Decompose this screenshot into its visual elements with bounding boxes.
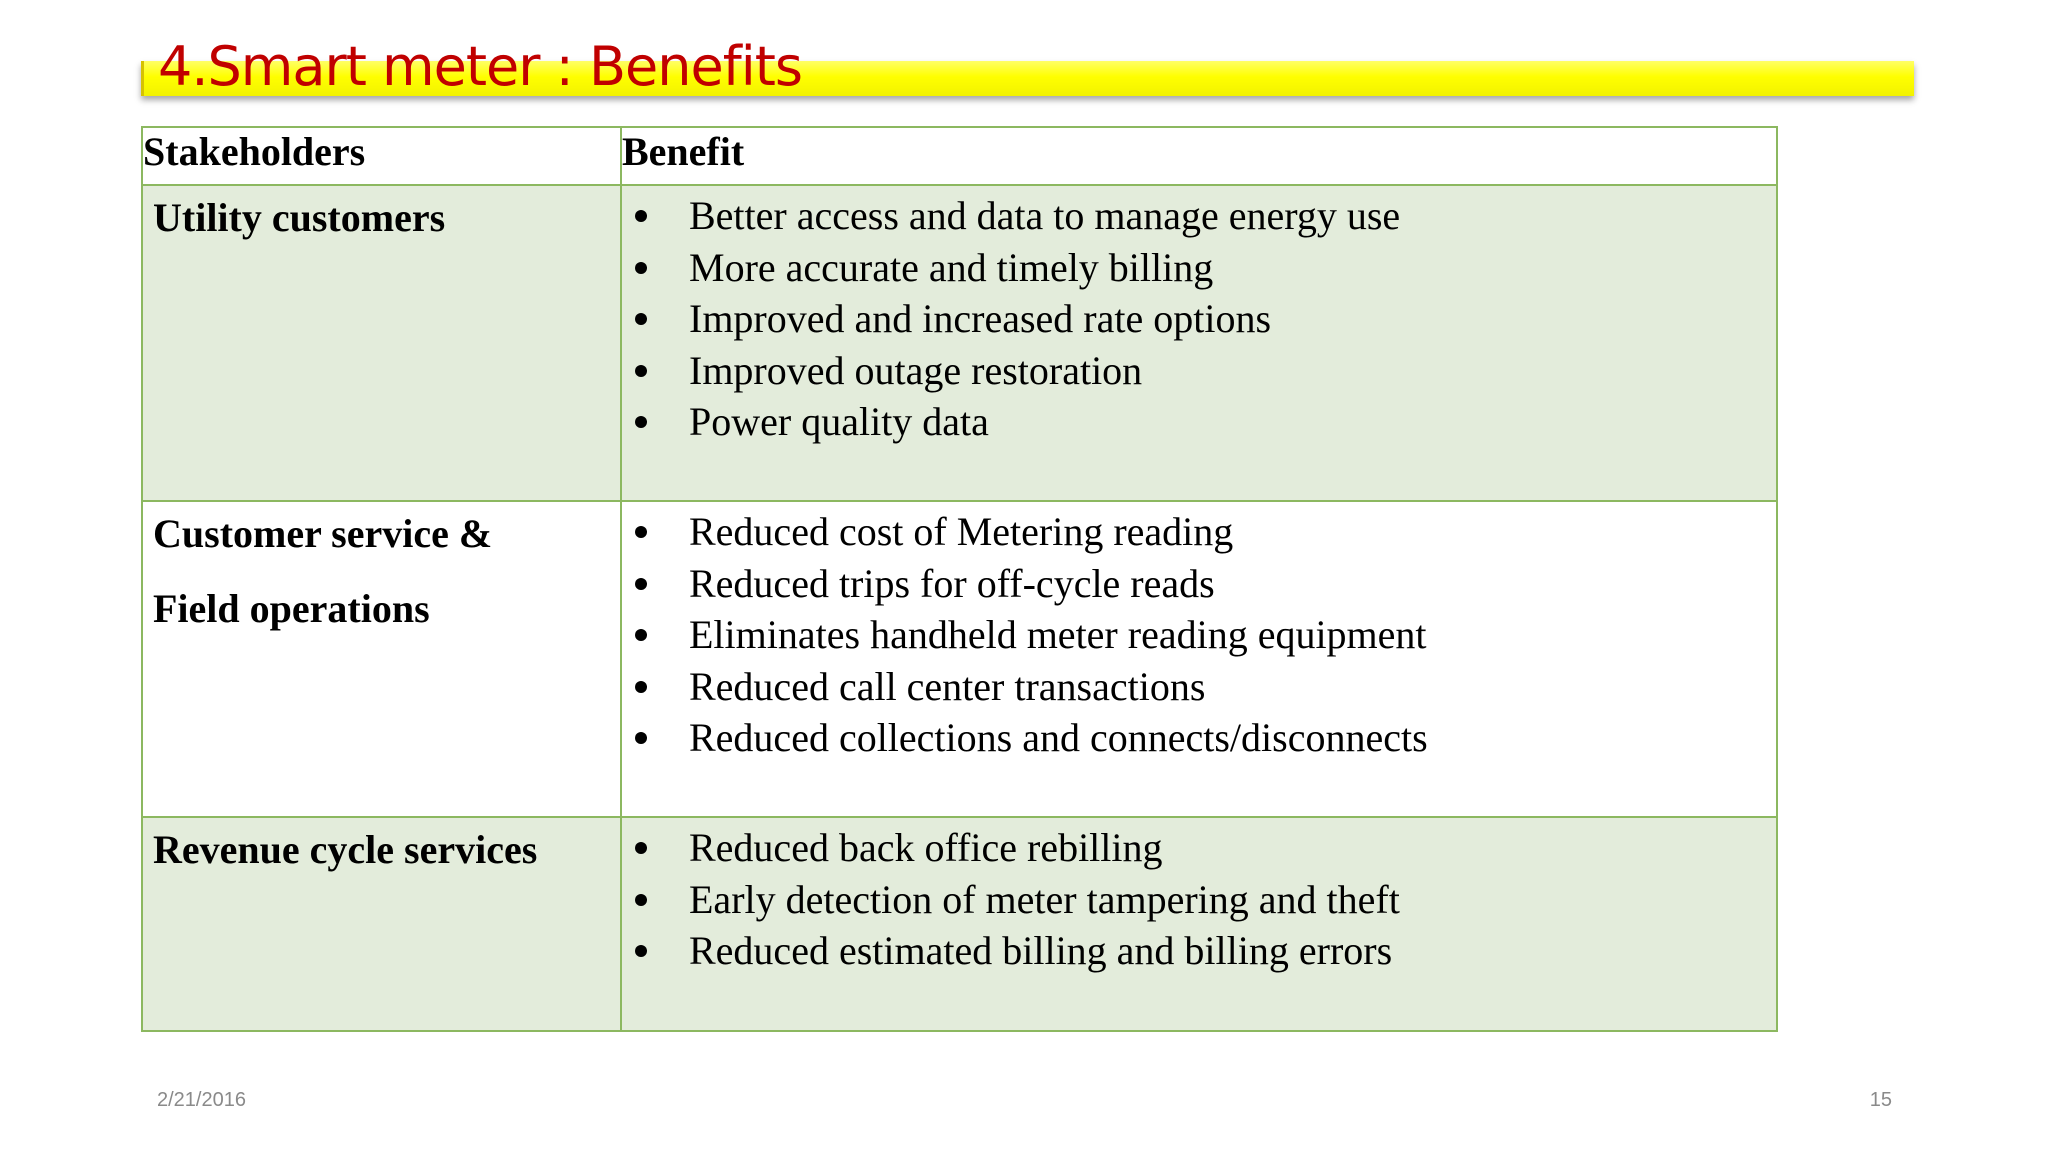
- table-header-row: [142, 127, 1777, 185]
- list-item: Reduced trips for off-cycle reads: [622, 558, 1776, 610]
- bullet-icon: [635, 262, 647, 274]
- list-item: Improved and increased rate options: [622, 293, 1776, 345]
- bullet-icon: [635, 578, 647, 590]
- benefit-list: [622, 818, 1776, 977]
- header-stakeholders: Stakeholders: [142, 127, 621, 185]
- bullet-icon: [635, 365, 647, 377]
- stakeholder-cell: [142, 185, 621, 501]
- list-item: Reduced collections and connects/disconnects: [622, 712, 1776, 764]
- stakeholder-cell: [142, 501, 621, 817]
- benefit-cell: [621, 817, 1777, 1031]
- list-item: Better access and data to manage energy use: [622, 190, 1776, 242]
- list-item: Power quality data: [622, 396, 1776, 448]
- list-item: Early detection of meter tampering and theft: [622, 874, 1776, 926]
- stakeholder-name: Revenue cycle services: [153, 827, 538, 872]
- list-item: Reduced back office rebilling: [622, 822, 1776, 874]
- stakeholder-cell: [142, 817, 621, 1031]
- benefits-table: [141, 126, 1778, 1032]
- list-item: Improved outage restoration: [622, 345, 1776, 397]
- list-item: Eliminates handheld meter reading equipment: [622, 609, 1776, 661]
- benefit-cell: [621, 185, 1777, 501]
- header-benefit: Benefit: [621, 127, 1777, 185]
- benefit-cell: [621, 501, 1777, 817]
- slide-title: 4.Smart meter : Benefits: [158, 35, 803, 98]
- bullet-icon: [635, 945, 647, 957]
- list-item: Reduced cost of Metering reading: [622, 506, 1776, 558]
- bullet-icon: [635, 526, 647, 538]
- bullet-icon: [635, 681, 647, 693]
- bullet-icon: [635, 416, 647, 428]
- bullet-icon: [635, 313, 647, 325]
- table-row: [142, 501, 1777, 817]
- table-row: [142, 185, 1777, 501]
- bullet-icon: [635, 210, 647, 222]
- slide-number: 15: [1869, 1089, 1892, 1111]
- table-row: [142, 817, 1777, 1031]
- bullet-icon: [635, 629, 647, 641]
- benefit-list: [622, 186, 1776, 448]
- list-item: Reduced call center transactions: [622, 661, 1776, 713]
- stakeholder-name: Utility customers: [153, 195, 446, 240]
- bullet-icon: [635, 732, 647, 744]
- stakeholder-name-line2: Field operations: [153, 586, 430, 631]
- bullet-icon: [635, 842, 647, 854]
- benefit-list: [622, 502, 1776, 764]
- footer-date: 2/21/2016: [157, 1089, 246, 1111]
- list-item: Reduced estimated billing and billing errors: [622, 925, 1776, 977]
- bullet-icon: [635, 894, 647, 906]
- list-item: More accurate and timely billing: [622, 242, 1776, 294]
- stakeholder-name: Customer service &: [153, 511, 493, 556]
